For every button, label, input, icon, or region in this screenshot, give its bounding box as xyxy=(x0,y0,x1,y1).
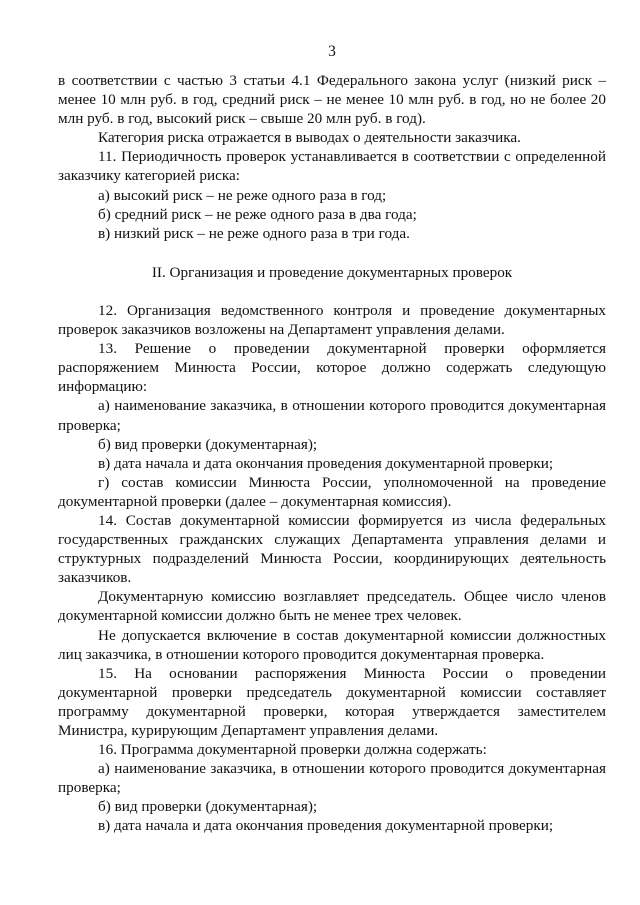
document-page xyxy=(58,0,606,905)
list-item: б) вид проверки (документарная); xyxy=(98,798,318,816)
paragraph: в соответствии с частью 3 статьи 4.1 Федерального закона услуг (низкий риск – менее 10 млн руб. в год, средний риск – не менее 10 млн руб. в год, но не более 20 млн руб. в год, высокий риск – свыше 20 млн руб. в год). xyxy=(58,72,606,128)
list-item: в) низкий риск – не реже одного раза в три года. xyxy=(98,224,410,242)
document-body xyxy=(58,71,606,836)
paragraph: 15. На основании распоряжения Минюста России о проведении документарной проверки председатель документарной комиссии составляет программу документарной проверки, которая утверждается заместителем Министра, курирующим Департамент управления делами. xyxy=(58,664,606,739)
list-item: в) дата начала и дата окончания проведения документарной проверки; xyxy=(98,817,554,835)
list-item: а) наименование заказчика, в отношении которого проводится документарная проверка; xyxy=(58,397,606,434)
list-item: г) состав комиссии Минюста России, уполномоченной на проведение документарной проверки (далее – документарная комиссия). xyxy=(58,473,606,510)
list-item: а) наименование заказчика, в отношении которого проводится документарная проверка; xyxy=(58,760,606,797)
page-number: 3 xyxy=(328,43,336,60)
paragraph: Не допускается включение в состав документарной комиссии должностных лиц заказчика, в отношении которого проводится документарная проверка. xyxy=(58,626,606,663)
list-item: б) вид проверки (документарная); xyxy=(98,435,318,453)
paragraph: 16. Программа документарной проверки должна содержать: xyxy=(98,741,487,759)
paragraph: Категория риска отражается в выводах о деятельности заказчика. xyxy=(98,129,521,147)
paragraph: 13. Решение о проведении документарной проверки оформляется распоряжением Минюста России, которое должно содержать следующую информацию: xyxy=(58,340,606,396)
list-item: б) средний риск – не реже одного раза в два года; xyxy=(98,205,417,223)
list-item: а) высокий риск – не реже одного раза в год; xyxy=(98,186,387,204)
paragraph: Документарную комиссию возглавляет председатель. Общее число членов документарной комиссии должно быть не менее трех человек. xyxy=(58,588,606,625)
section-heading: II. Организация и проведение документарных проверок xyxy=(151,263,513,281)
paragraph: 14. Состав документарной комиссии формируется из числа федеральных государственных гражданских служащих Департамента управления делами и структурных подразделений Минюста России, координирующих деятельность заказчиков. xyxy=(58,511,606,587)
list-item: в) дата начала и дата окончания проведения документарной проверки; xyxy=(98,454,554,472)
paragraph: 11. Периодичность проверок устанавливается в соответствии с определенной заказчику категорией риска: xyxy=(58,148,606,185)
paragraph: 12. Организация ведомственного контроля и проведение документарных проверок заказчиков возложены на Департамент управления делами. xyxy=(58,301,606,339)
